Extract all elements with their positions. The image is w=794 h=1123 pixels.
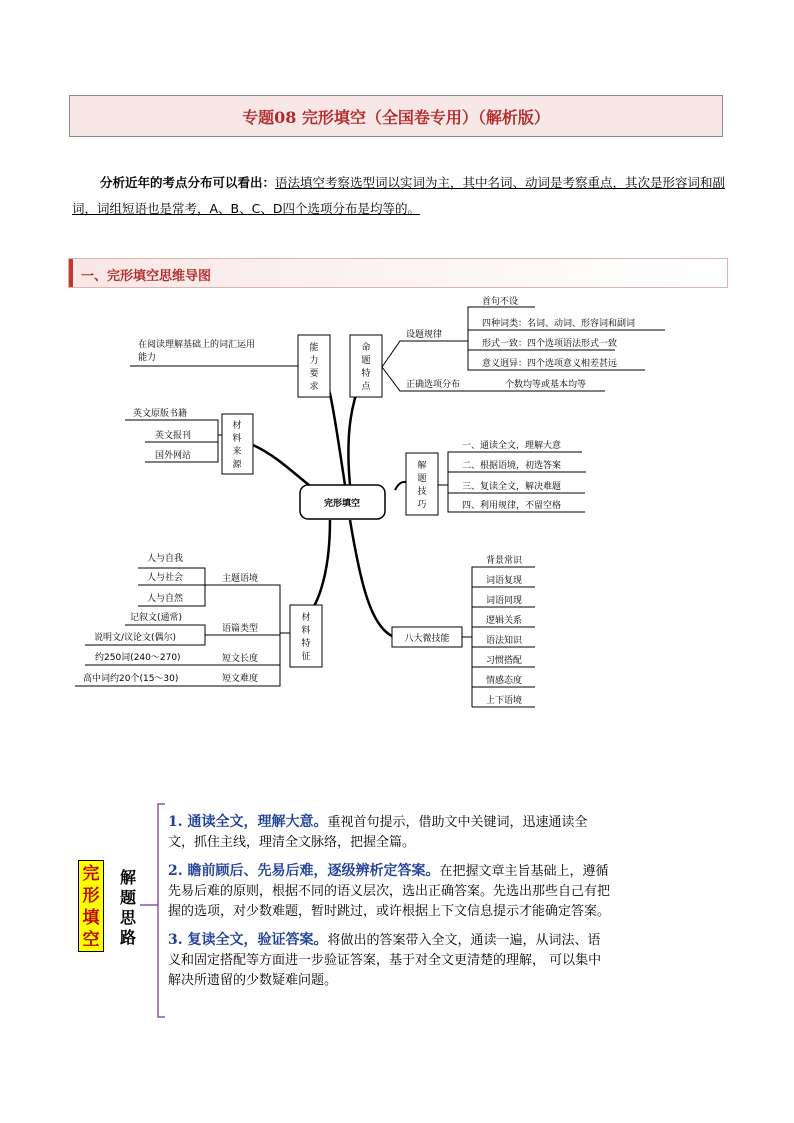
branch-curve	[253, 445, 315, 490]
section-title: 一、完形填空思维导图	[81, 269, 212, 284]
zhuti-label: 主题语境	[222, 574, 259, 584]
bada-label: 八大微技能	[404, 634, 450, 644]
zhuti-item: 人与自然	[147, 594, 184, 604]
jieti-item: 一、通读全文，理解大意	[462, 441, 562, 451]
nandu-item: 高中词约20个(15～30)	[83, 674, 179, 684]
silu-char: 题	[119, 888, 136, 907]
tezheng-label-char: 料	[301, 626, 311, 636]
bada-item: 习惯搭配	[486, 656, 523, 666]
bada-item: 词语复现	[486, 576, 523, 586]
yupian-item: 说明文/议论文(偶尔)	[94, 633, 177, 643]
zhengque-label: 正确选项分布	[406, 380, 461, 390]
changdu-label: 短文长度	[222, 654, 259, 664]
ability-label-char: 力	[309, 356, 319, 366]
branch-curve	[305, 520, 330, 618]
bada-item: 逻辑关系	[486, 616, 523, 626]
silu-char: 路	[119, 928, 136, 947]
ability-label-char: 求	[309, 382, 319, 392]
zhengque-item: 个数均等或基本均等	[505, 380, 587, 390]
jieti-item: 三、复读全文，解决难题	[462, 482, 562, 492]
nandu-label: 短文难度	[222, 674, 259, 684]
ability-label-char: 能	[309, 343, 319, 353]
tezheng-label-char: 特	[301, 639, 311, 649]
mingti-label-char: 题	[361, 356, 371, 366]
zhuti-item: 人与社会	[147, 573, 184, 583]
jieti-label-char: 巧	[417, 500, 427, 510]
silu-char: 思	[119, 908, 136, 927]
laiyuan-item: 英文报刊	[155, 431, 192, 441]
strategy-head: 1. 通读全文，理解大意。	[168, 814, 328, 830]
page-title: 专题08 完形填空（全国卷专用）（解析版）	[242, 107, 550, 127]
wanxing-char: 形	[82, 886, 100, 906]
strategy-head: 3. 复读全文，验证答案。	[168, 932, 328, 948]
wanxing-label-box	[78, 860, 104, 952]
laiyuan-label-char: 料	[232, 434, 242, 444]
changdu-item: 约250词(240～270)	[95, 653, 181, 663]
jieti-label-char: 解	[417, 461, 427, 471]
strategy-point	[168, 930, 613, 991]
laiyuan-label-char: 来	[232, 447, 242, 457]
jieti-label-char: 技	[417, 487, 427, 497]
strategy-point	[168, 861, 613, 922]
wanxing-char: 填	[82, 908, 100, 928]
mingti-label-char: 命	[361, 343, 371, 353]
bada-item: 上下语境	[486, 696, 523, 706]
bada-item: 背景常识	[486, 556, 523, 566]
laiyuan-label-char: 材	[232, 421, 242, 431]
strategy-head: 2. 瞻前顾后、先易后难，逐级辨析定答案。	[168, 863, 440, 879]
strategy-body: 将做出的答案带入全文，通读一遍，从词法、语义和固定搭配等方面进一步验证答案，基于对全文更清楚的理解， 可以集中解决所遗留的少数疑难问题。	[168, 933, 602, 988]
silu-char: 解	[119, 868, 136, 887]
jieti-label-char: 题	[417, 474, 427, 484]
laiyuan-label-char: 源	[232, 460, 242, 470]
yupian-item: 记叙文(通常)	[130, 613, 183, 623]
laiyuan-item: 国外网站	[155, 451, 192, 461]
jieti-silu-label	[118, 868, 138, 948]
jieti-item: 四、利用规律，不留空格	[462, 501, 562, 511]
intro-lead: 分析近年的考点分布可以看出：	[100, 175, 276, 190]
ability-item: 在阅读理解基础上的词汇运用	[138, 340, 256, 350]
ability-item: 能力	[138, 353, 157, 363]
tezheng-label-char: 材	[301, 613, 311, 623]
bada-item: 语法知识	[486, 636, 523, 646]
zhuti-item: 人与自我	[147, 554, 184, 564]
shezi-item: 形式一致：四个选项语法形式一致	[482, 339, 618, 349]
shezi-item: 首句不设	[482, 297, 519, 307]
bada-item: 词语同现	[486, 596, 523, 606]
branch-curve	[350, 520, 392, 636]
shezi-item: 意义迥异：四个选项意义相差甚远	[482, 359, 618, 369]
tezheng-label-char: 征	[301, 652, 311, 662]
strategy-body: 在把握文章主旨基础上，遵循先易后难的原则，根据不同的语义层次，选出正确答案。先选出那些自己有把握的选项，对少数难题，暂时跳过，或许根据上下文信息提示才能确定答案。	[168, 864, 611, 919]
intro-body: 语法填空考察选型词以实词为主，其中名词、动词是考察重点，其次是形容词和副词，词组短语也是常考，A、B、C、D四个选项分布是均等的。	[72, 175, 726, 216]
strategy-points	[168, 812, 613, 999]
mingti-label-char: 特	[361, 369, 371, 379]
strategy-point	[168, 812, 613, 853]
mingti-label-char: 点	[361, 382, 371, 392]
yupian-label: 语篇类型	[222, 624, 259, 634]
wanxing-char: 完	[82, 864, 100, 884]
ability-label-char: 要	[309, 369, 319, 379]
bada-item: 情感态度	[486, 676, 523, 686]
shezi-item: 四种词类：名词、动词、形容词和副词	[482, 319, 636, 329]
laiyuan-item: 英文原版书籍	[133, 409, 188, 419]
strategy-body: 重视首句提示，借助文中关键词，迅速通读全文，抓住主线，理清全文脉络，把握全篇。	[168, 815, 588, 850]
shezi-label: 设题规律	[406, 330, 443, 340]
wanxing-char: 空	[82, 930, 100, 950]
jieti-item: 二、根据语境，初选答案	[462, 461, 562, 471]
center-label: 完形填空	[323, 499, 361, 509]
